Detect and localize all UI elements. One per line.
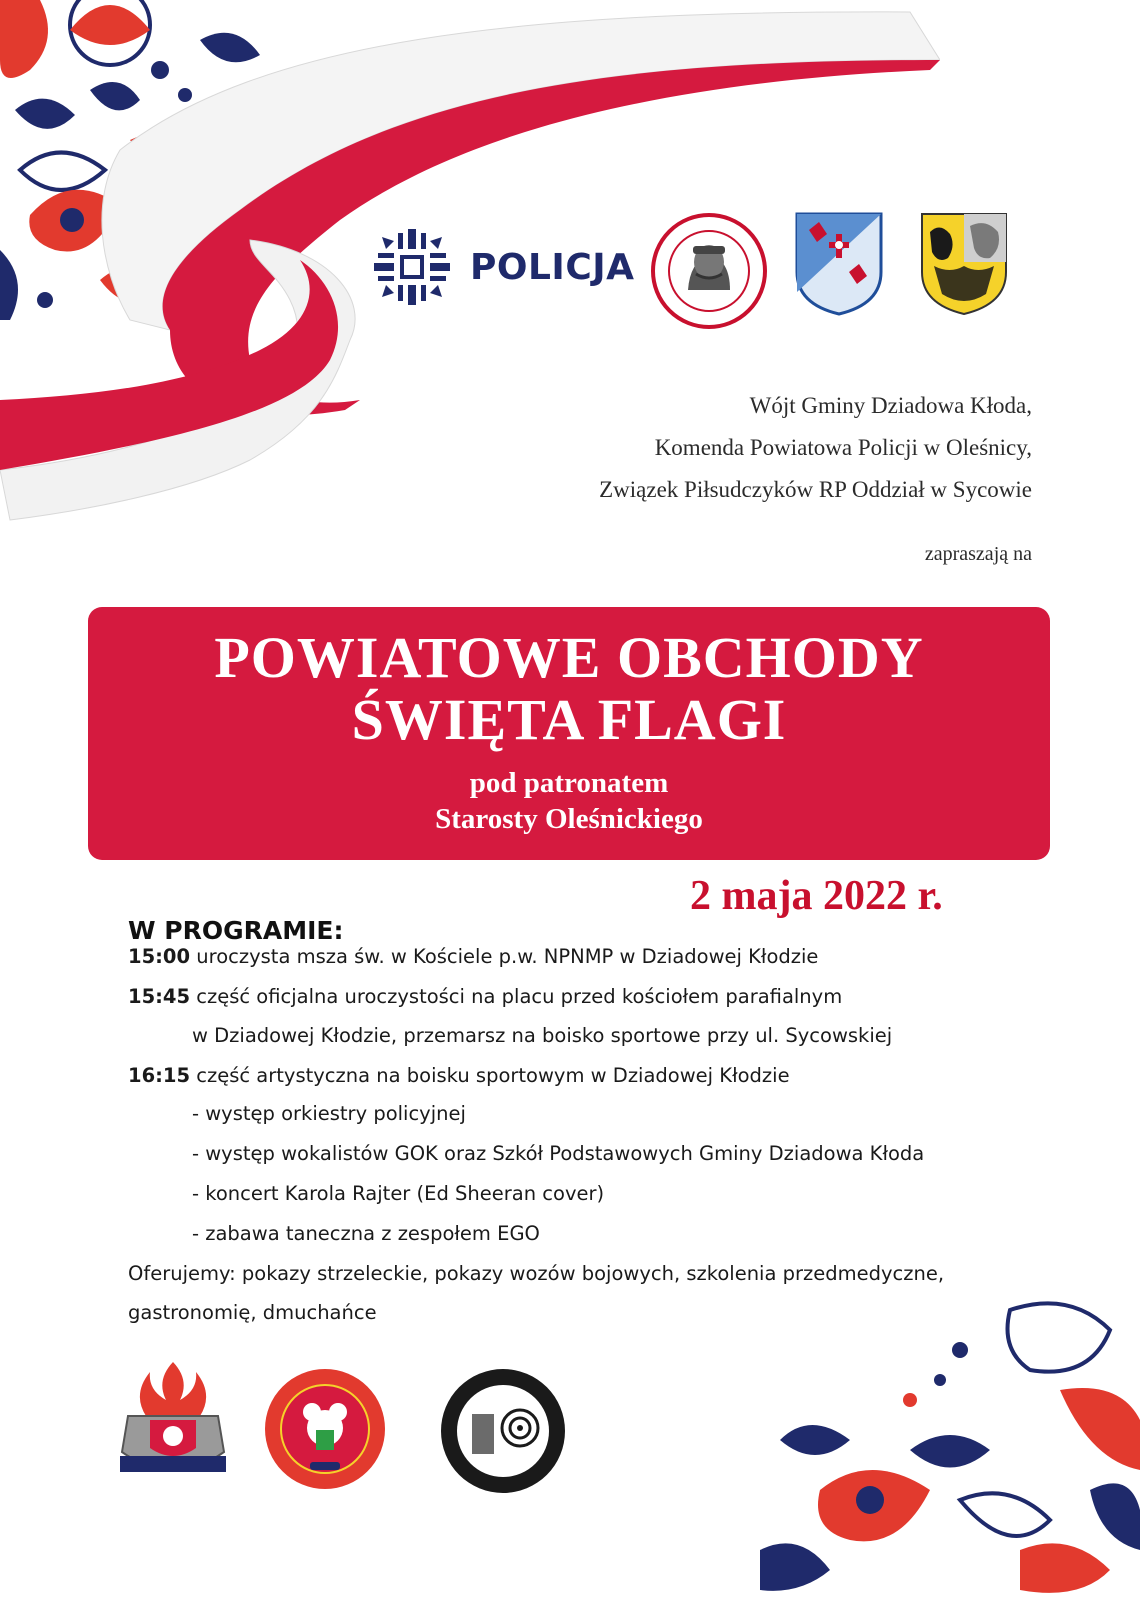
program-time: 15:45 [128, 985, 191, 1008]
dobroszycka-grupa-strzelecka-logo [438, 1366, 568, 1496]
program-desc: uroczysta msza św. w Kościele p.w. NPNMP w Dziadowej Kłodzie [190, 945, 819, 968]
olesnica-coat-of-arms [920, 212, 1008, 316]
police-star-icon [372, 227, 452, 307]
program-heading: W PROGRAMIE: [128, 916, 344, 945]
organizer-line: Komenda Powiatowa Policji w Oleśnicy, [654, 435, 1032, 460]
organizer-line: Związek Piłsudczyków RP Oddział w Sycowie [599, 477, 1032, 502]
akademia-malego-ratownika-logo [262, 1366, 388, 1492]
program-desc: część oficjalna uroczystości na placu przed kościołem parafialnym [190, 985, 843, 1008]
event-date: 2 maja 2022 r. [690, 873, 943, 919]
folk-flower-pattern-bottom [760, 1290, 1140, 1601]
zwiazek-pilsudczykow-logo [650, 212, 768, 330]
offer-line: gastronomię, dmuchańce [128, 1301, 377, 1324]
policja-logo [372, 222, 635, 312]
title-banner [88, 607, 1050, 860]
offer-line: Oferujemy: pokazy strzeleckie, pokazy wozów bojowych, szkolenia przedmedyczne, [128, 1262, 945, 1285]
patron-name: Starosty Oleśnickiego [435, 803, 703, 835]
program-subitem: - występ orkiestry policyjnej [192, 1102, 466, 1125]
program-desc: część artystyczna na boisku sportowym w Dziadowej Kłodzie [190, 1064, 790, 1087]
organizer-line: Wójt Gminy Dziadowa Kłoda, [749, 393, 1032, 418]
policja-wordmark: POLICJA [470, 246, 635, 288]
program-subitem: - koncert Karola Rajter (Ed Sheeran cover) [192, 1182, 605, 1205]
gmina-coat-of-arms [795, 212, 883, 316]
organizers-block [599, 385, 1032, 511]
event-title-line-1: POWIATOWE OBCHODY [214, 625, 924, 690]
program-subitem: - zabawa taneczna z zespołem EGO [192, 1222, 540, 1245]
psp-fire-brigade-logo [110, 1360, 236, 1490]
program-desc-continued: w Dziadowej Kłodzie, przemarsz na boisko sportowe przy ul. Sycowskiej [192, 1024, 893, 1047]
program-subitem: - występ wokalistów GOK oraz Szkół Podstawowych Gminy Dziadowa Kłoda [192, 1142, 925, 1165]
program-row [128, 1064, 790, 1087]
invite-text: zapraszają na [924, 543, 1032, 565]
program-time: 15:00 [128, 945, 191, 968]
event-title-line-2: ŚWIĘTA FLAGI [351, 687, 787, 752]
patronage-line: pod patronatem [469, 767, 669, 799]
program-row [128, 985, 842, 1008]
program-row [128, 945, 818, 968]
program-time: 16:15 [128, 1064, 191, 1087]
